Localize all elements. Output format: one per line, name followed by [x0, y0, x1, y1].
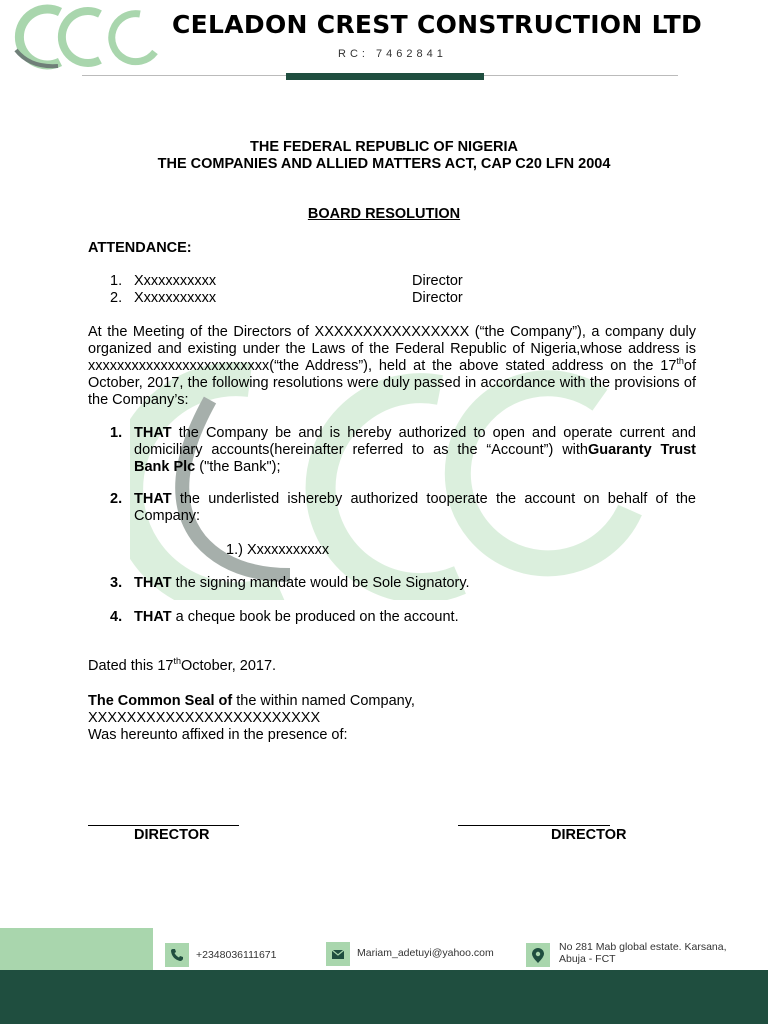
company-name: CELADON CREST CONSTRUCTION LTD: [172, 10, 703, 39]
seal-bold: The Common Seal of: [88, 693, 233, 709]
footer-email: Mariam_adetuyi@yahoo.com: [357, 947, 494, 959]
attendee-role: Director: [412, 290, 463, 306]
seal-presence-line: Was hereunto affixed in the presence of:: [88, 727, 348, 743]
director-label-right: DIRECTOR: [551, 827, 627, 843]
resolution-number: 4.: [110, 609, 123, 625]
signature-line-left: [88, 825, 239, 826]
footer-address-line: No 281 Mab global estate. Karsana,: [559, 941, 727, 953]
intro-paragraph: [88, 324, 696, 409]
resolution-number: 3.: [110, 575, 123, 591]
resolution-lead: THAT: [134, 575, 172, 591]
seal-line: [88, 693, 688, 710]
header-accent-bar: [286, 73, 484, 80]
resolution-lead: THAT: [134, 425, 172, 441]
document-title: BOARD RESOLUTION: [307, 206, 461, 222]
heading-republic: THE FEDERAL REPUBLIC OF NIGERIA: [250, 139, 518, 155]
footer-accent-block: [0, 928, 153, 970]
heading-act: THE COMPANIES AND ALLIED MATTERS ACT, CAP C20 LFN 2004: [157, 156, 611, 172]
seal-text: the within named Company,: [232, 693, 415, 709]
authorized-signatory: 1.) Xxxxxxxxxxx: [226, 542, 330, 558]
resolution-number: 2.: [110, 491, 123, 507]
rc-number: RC: 7462841: [338, 48, 447, 60]
attendee-number: 2.: [110, 290, 123, 306]
seal-company-name: XXXXXXXXXXXXXXXXXXXXXXXX: [88, 710, 321, 726]
footer-bar: [0, 970, 768, 1024]
footer-address: [559, 941, 727, 965]
mail-icon: [326, 942, 350, 966]
resolution-text: the underlisted ishereby authorized tooperate the account on behalf of the Company:: [134, 491, 696, 524]
resolution-text: the Company be and is hereby authorized to open and operate current and domiciliary accounts(hereinafter referred to as the “Account”) with: [134, 425, 696, 458]
intro-text: At the Meeting of the Directors of XXXXXXXXXXXXXXXX (“the Company”): [88, 324, 582, 340]
company-logo: [0, 0, 165, 75]
resolution-number: 1.: [110, 425, 123, 441]
resolution-item: [134, 575, 696, 592]
dated-superscript: th: [173, 656, 181, 667]
resolution-text: ("the Bank");: [195, 459, 281, 475]
resolution-text: the signing mandate would be Sole Signatory.: [171, 575, 470, 591]
attendance-label: ATTENDANCE:: [88, 240, 192, 256]
phone-icon: [165, 943, 189, 967]
attendee-number: 1.: [110, 273, 123, 289]
signature-line-right: [458, 825, 610, 826]
intro-text: , a company duly organized and existing under the Laws of the Federal Republic of Nigeria,whose address is xxxxxxxxxxxxxxxxxxxxxxxxx(“the Address”), held at the above stated address on the 17: [88, 324, 696, 374]
intro-superscript: th: [676, 356, 684, 367]
intro-text: of October, 2017, the following resolutions were duly passed in accordance with the provisions of the Company’s:: [88, 358, 696, 408]
attendee-name: Xxxxxxxxxxx: [134, 290, 217, 306]
director-label-left: DIRECTOR: [134, 827, 210, 843]
footer-phone: +2348036111671: [196, 949, 277, 961]
dated-line: [88, 658, 276, 675]
attendee-name: Xxxxxxxxxxx: [134, 273, 217, 289]
common-seal-block: [88, 693, 688, 744]
resolution-text: a cheque book be produced on the account.: [171, 609, 459, 625]
dated-text: Dated this 17: [88, 658, 174, 674]
resolution-item: [134, 491, 696, 525]
location-pin-icon: [526, 943, 550, 967]
resolution-item: [134, 425, 696, 476]
attendee-role: Director: [412, 273, 463, 289]
footer-address-line: Abuja - FCT: [559, 953, 616, 965]
resolution-lead: THAT: [134, 609, 172, 625]
resolution-item: [134, 609, 696, 626]
dated-text: October, 2017.: [180, 658, 277, 674]
resolution-lead: THAT: [134, 491, 172, 507]
bank-name: Guaranty Trust Bank Plc: [134, 442, 696, 475]
